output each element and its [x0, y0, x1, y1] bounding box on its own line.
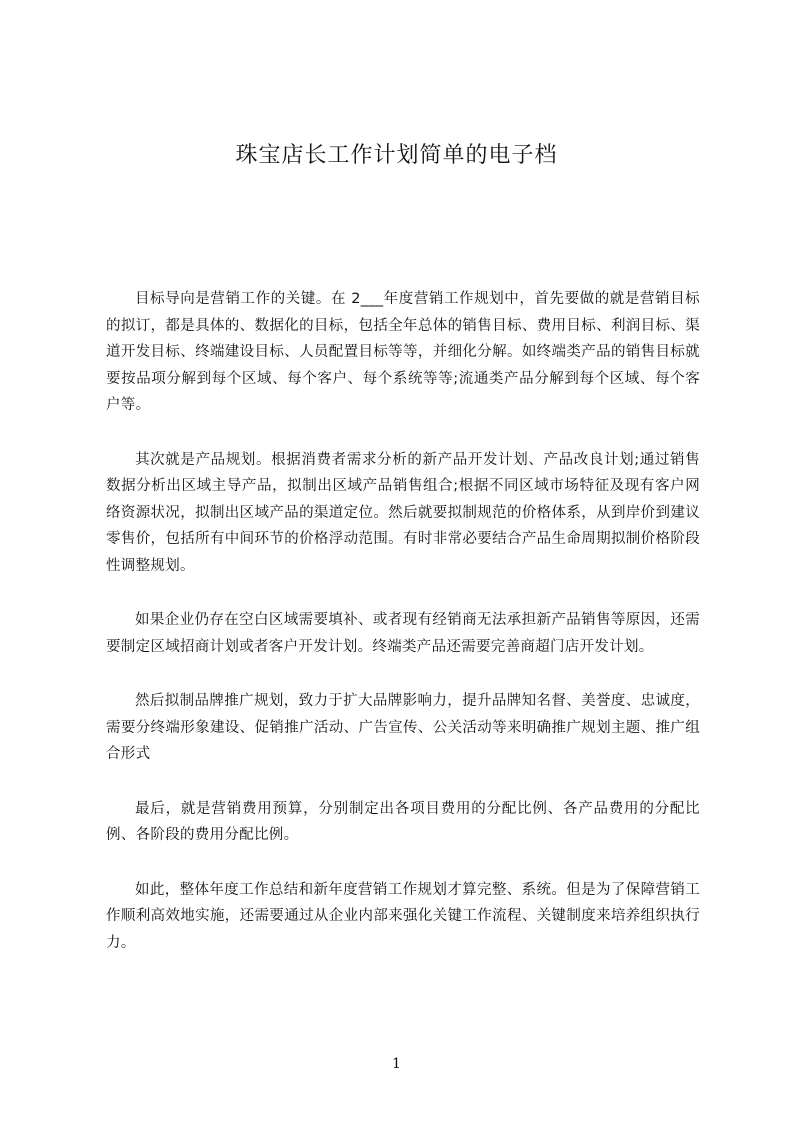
paragraph-sales-targets: 目标导向是营销工作的关键。在 2___年度营销工作规划中，首先要做的就是营销目标的拟订，都是具体的、数据化的目标，包括全年总体的销售目标、费用目标、利润目标、渠道开发目标、终端建设目标、人员配置目标等等，并细化分解。如终端类产品的销售目标就要按品项分解到每个区域、每个客户、每个系统等等;流通类产品分解到每个区域、每个客户等。 [106, 291, 700, 413]
paragraph-execution: 如此，整体年度工作总结和新年度营销工作规划才算完整、系统。但是为了保障营销工作顺利高效地实施，还需要通过从企业内部来强化关键工作流程、关键制度来培养组织执行力。 [106, 881, 700, 951]
paragraph-budget: 最后，就是营销费用预算，分别制定出各项目费用的分配比例、各产品费用的分配比例、各阶段的费用分配比例。 [106, 800, 700, 843]
document-title: 珠宝店长工作计划简单的电子档 [235, 143, 558, 168]
page-number: 1 [392, 1056, 401, 1072]
paragraph-region-development: 如果企业仍存在空白区域需要填补、或者现有经销商无法承担新产品销售等原因，还需要制定区域招商计划或者客户开发计划。终端类产品还需要完善商超门店开发计划。 [106, 612, 700, 655]
paragraph-product-planning: 其次就是产品规划。根据消费者需求分析的新产品开发计划、产品改良计划;通过销售数据分析出区域主导产品，拟制出区域产品销售组合;根据不同区域市场特征及现有客户网络资源状况，拟制出区域产品的渠道定位。然后就要拟制规范的价格体系，从到岸价到建议零售价，包括所有中间环节的价格浮动范围。有时非常必要结合产品生命周期拟制价格阶段性调整规划。 [106, 451, 700, 574]
paragraph-brand-promotion: 然后拟制品牌推广规划，致力于扩大品牌影响力，提升品牌知名督、美誉度、忠诚度，需要分终端形象建设、促销推广活动、广告宣传、公关活动等来明确推广规划主题、推广组合形式 [106, 693, 700, 762]
document-body [106, 286, 700, 984]
